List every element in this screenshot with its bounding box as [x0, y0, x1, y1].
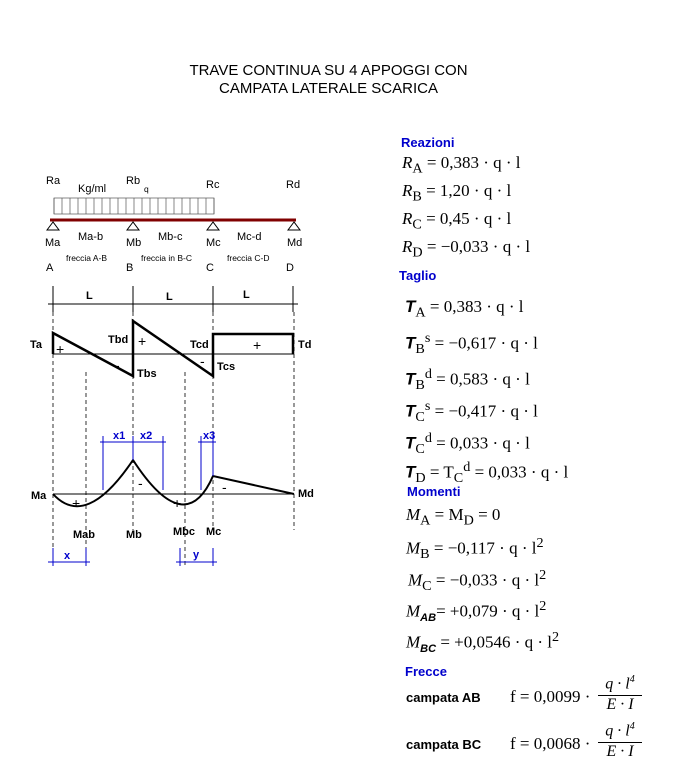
support-label-mc: Mc	[206, 237, 221, 249]
shear-sign-5: +	[253, 337, 262, 353]
supports	[47, 222, 300, 230]
shear-sign-2: -	[115, 357, 120, 373]
section-reazioni: Reazioni	[401, 135, 455, 150]
span-moment-bc: Mb-c	[158, 231, 183, 243]
shear-label-tbd: Tbd	[108, 334, 129, 346]
title-line-2: CAMPATA LATERALE SCARICA	[219, 80, 438, 97]
shear-label-ta: Ta	[30, 339, 43, 351]
freccia-ab-lhs: f = 0,0099 ·	[510, 687, 591, 706]
shear-sign-1: +	[56, 341, 65, 357]
eq-mbc: $M_{BC} = +0,0546 \cdot q \cdot l^2$	[406, 629, 560, 656]
dim-x: x	[64, 550, 71, 562]
shear-label-tbs: Tbs	[137, 368, 157, 380]
moment-sign-2: -	[138, 475, 143, 491]
dim-x2: x2	[140, 430, 153, 442]
section-taglio: Taglio	[399, 268, 437, 283]
span-l-3: L	[243, 289, 250, 301]
support-label-md: Md	[287, 237, 303, 249]
load-unit: Kg/ml	[78, 183, 107, 195]
moment-label-mbc: Mbc	[173, 526, 195, 538]
title-line-1: TRAVE CONTINUA SU 4 APPOGGI CON	[189, 62, 468, 79]
reaction-a-label: Ra	[46, 175, 61, 187]
eq-ra: $R_A = 0,383 \cdot q \cdot l$	[402, 153, 521, 177]
eq-tcs: $T_C^s = -0,417 \cdot q \cdot l$	[405, 398, 538, 426]
eq-td: $T_D = T_C^d = 0,033 \cdot q \cdot l$	[405, 459, 569, 487]
point-c: C	[206, 262, 214, 274]
span-moment-cd: Mc-d	[237, 231, 262, 243]
freccia-ab-fraction: $\frac{q \cdot l^4}{E \cdot I}$	[598, 674, 642, 714]
shear-label-tcd: Tcd	[190, 339, 209, 351]
eq-ma-md: $M_A = M_D = 0$	[406, 505, 501, 529]
freccia-bc-lhs: f = 0,0068 ·	[510, 734, 591, 753]
eq-rb: $R_B = 1,20 \cdot q \cdot l$	[402, 181, 512, 205]
eq-rd: $R_D = -0,033 \cdot q \cdot l$	[402, 237, 531, 261]
shear-sign-4: -	[200, 353, 205, 369]
reaction-c-label: Rc	[206, 179, 220, 191]
eq-mc: $M_C = -0,033 \cdot q \cdot l^2$	[408, 567, 547, 595]
deflection-bc: freccia in B-C	[141, 253, 193, 263]
freccia-ab-label: campata AB	[406, 690, 481, 705]
distributed-load	[54, 198, 214, 214]
point-d: D	[286, 262, 294, 274]
moment-label-mb: Mb	[126, 529, 142, 541]
deflection-cd: freccia C-D	[227, 253, 270, 263]
shear-sign-3: +	[138, 333, 147, 349]
moment-label-md: Md	[298, 488, 314, 500]
freccia-bc-fraction: $\frac{q \cdot l^4}{E \cdot I}$	[598, 721, 642, 761]
eq-mab: $M_{AB}= +0,079 \cdot q \cdot l^2$	[406, 598, 547, 625]
reaction-b-label: Rb	[126, 175, 141, 187]
section-frecce: Frecce	[405, 664, 447, 679]
eq-ta: $T_A = 0,383 \cdot q \cdot l$	[405, 297, 524, 321]
moment-label-ma: Ma	[31, 490, 47, 502]
dim-y: y	[193, 549, 200, 561]
moment-sign-4: -	[222, 479, 227, 495]
support-label-mb: Mb	[126, 237, 142, 249]
moment-label-mab: Mab	[73, 529, 95, 541]
dim-x3: x3	[203, 430, 216, 442]
span-l-2: L	[166, 291, 173, 303]
moment-sign-1: +	[72, 495, 81, 511]
eq-tcd: $T_C^d = 0,033 \cdot q \cdot l$	[405, 430, 530, 458]
support-label-ma: Ma	[45, 237, 61, 249]
span-l-1: L	[86, 290, 93, 302]
shear-label-td: Td	[298, 339, 312, 351]
load-symbol: q	[144, 184, 149, 194]
point-a: A	[46, 262, 54, 274]
point-b: B	[126, 262, 134, 274]
eq-mb: $M_B = -0,117 \cdot q \cdot l^2$	[406, 535, 544, 563]
freccia-bc-label: campata BC	[406, 737, 482, 752]
span-moment-ab: Ma-b	[78, 231, 104, 243]
reaction-d-label: Rd	[286, 179, 301, 191]
section-momenti: Momenti	[407, 484, 461, 499]
moment-sign-3: +	[173, 495, 182, 511]
moment-label-mc: Mc	[206, 526, 222, 538]
shear-label-tcs: Tcs	[217, 361, 236, 373]
eq-tbs: $T_B^s = -0,617 \cdot q \cdot l$	[405, 330, 538, 358]
dim-x1: x1	[113, 430, 126, 442]
eq-rc: $R_C = 0,45 \cdot q \cdot l$	[402, 209, 512, 233]
eq-tbd: $T_B^d = 0,583 \cdot q \cdot l$	[405, 366, 530, 394]
deflection-ab: freccia A-B	[66, 253, 108, 263]
